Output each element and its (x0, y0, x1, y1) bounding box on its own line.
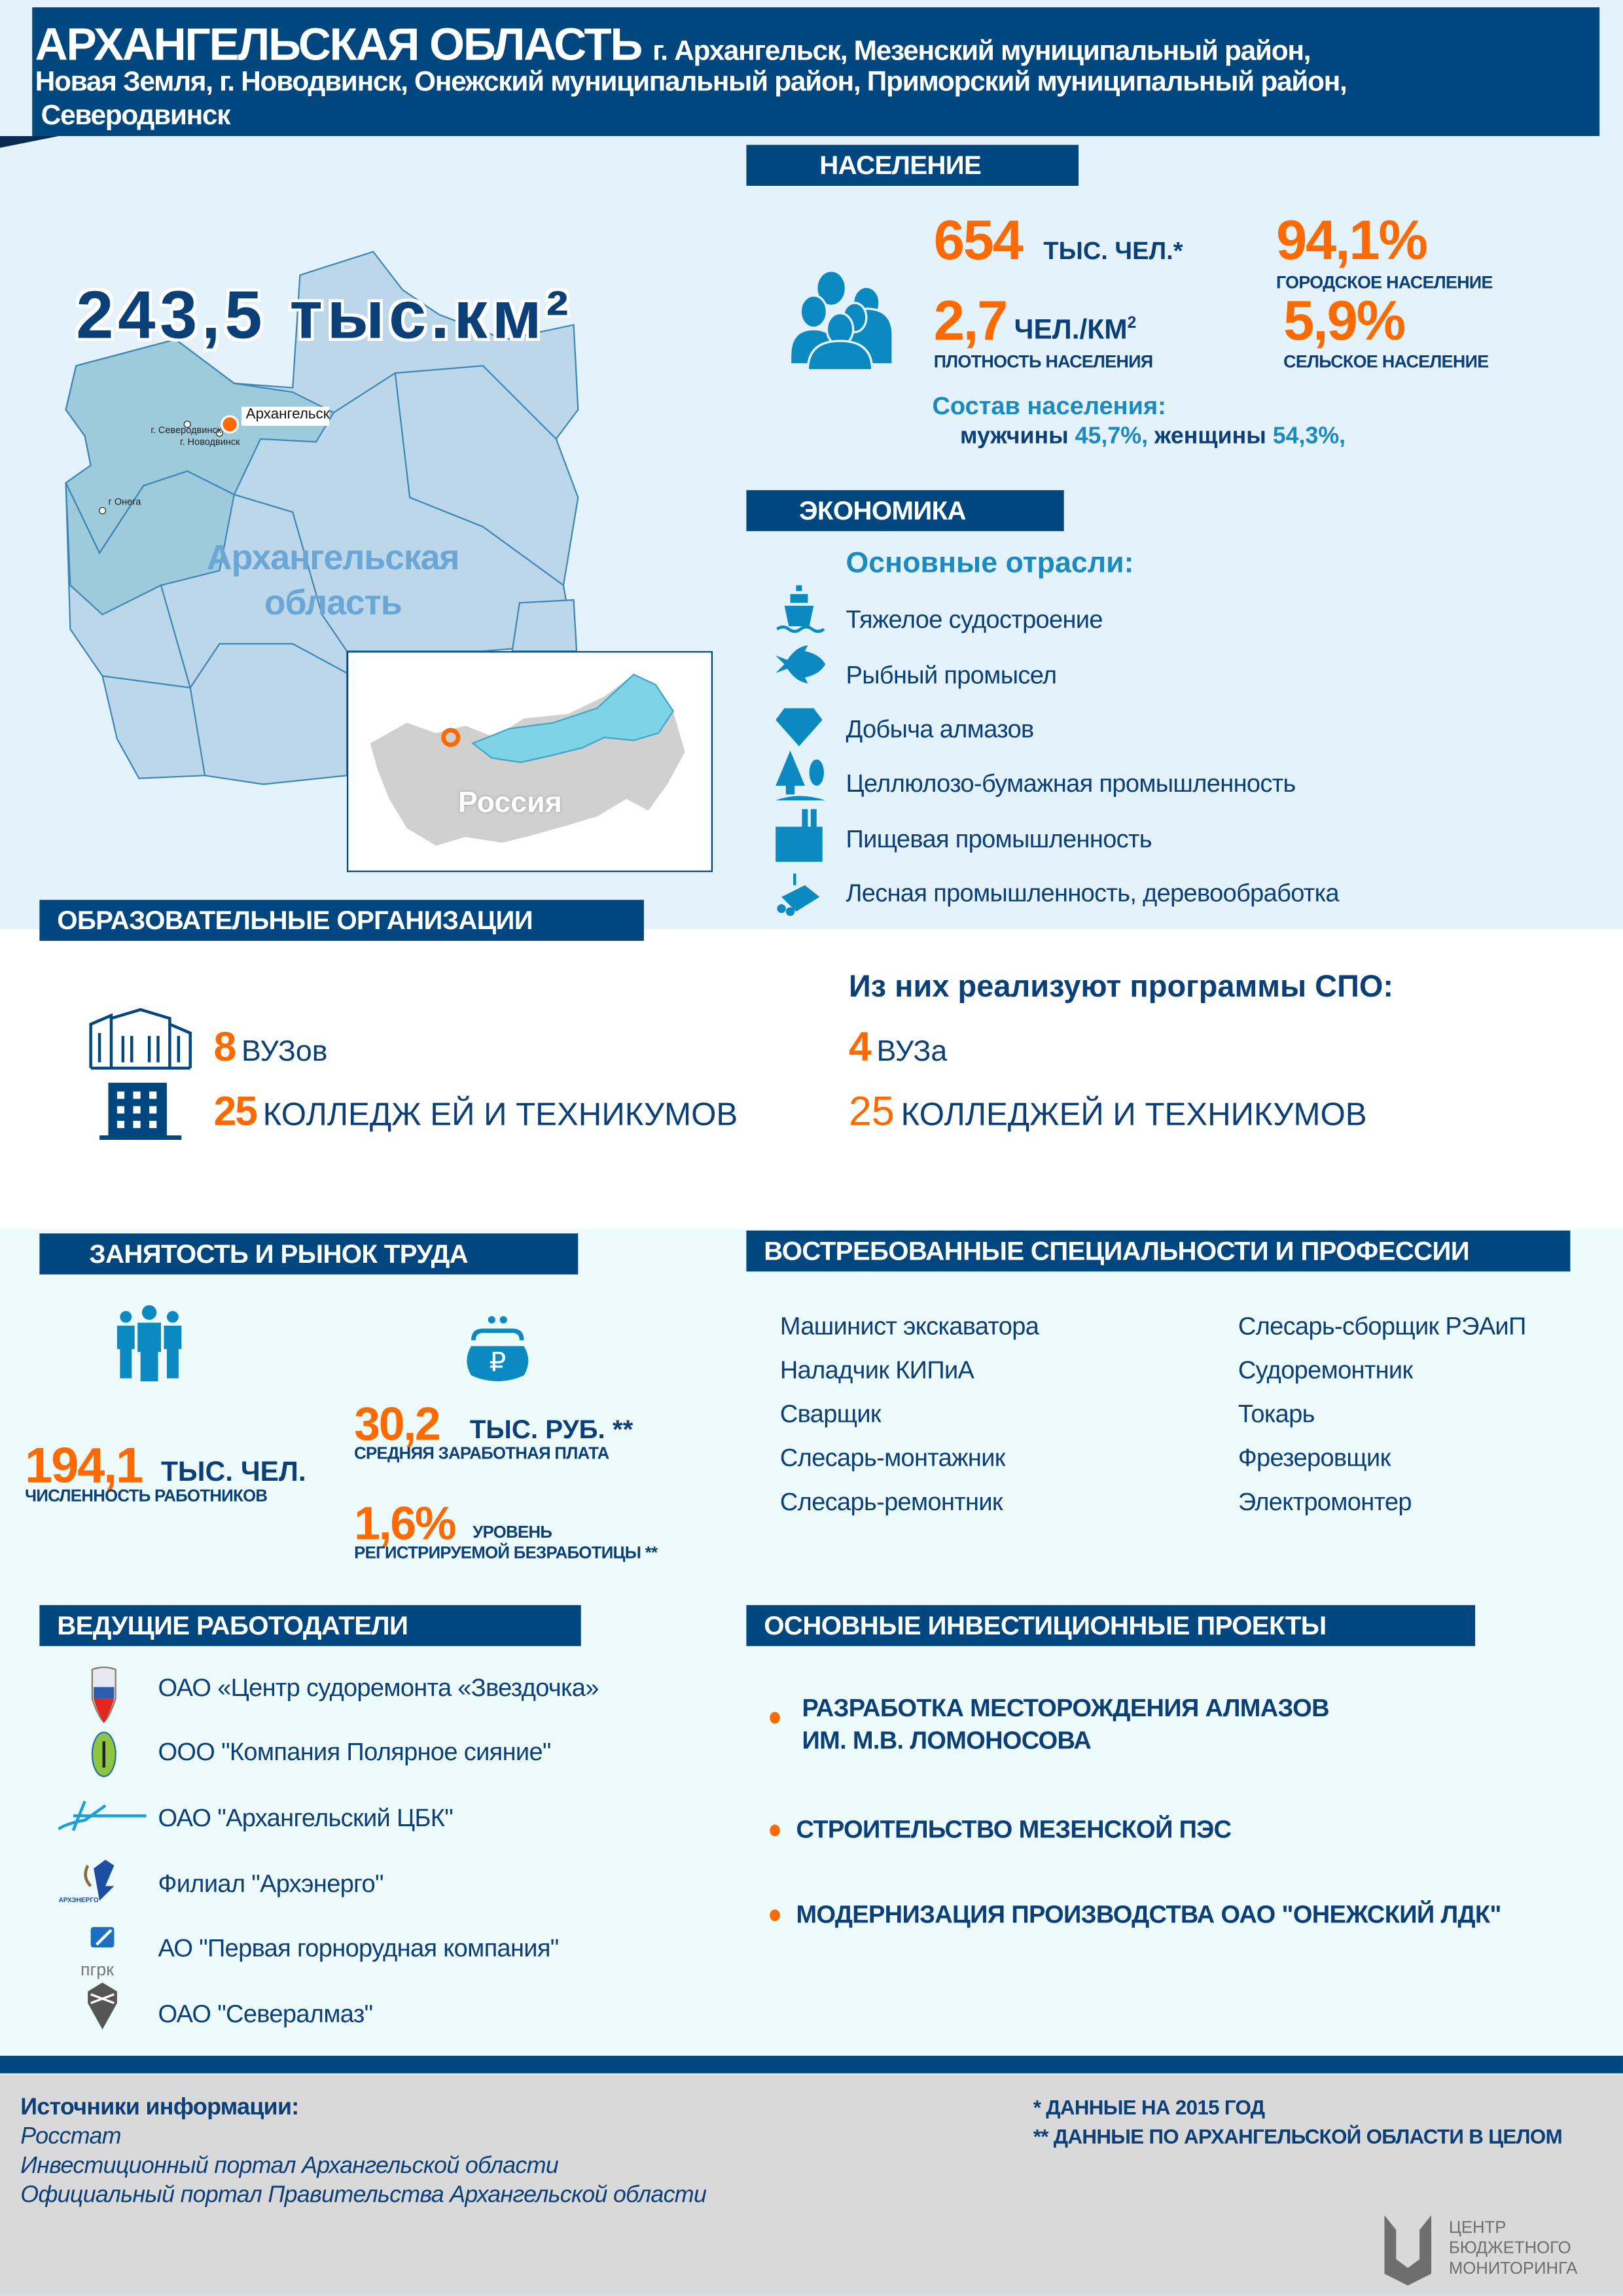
russia-map-shape (348, 652, 711, 870)
subtitle-line-3: Северодвинск (41, 101, 230, 132)
logo-line: ЦЕНТР (1448, 2219, 1507, 2238)
spo-colleges-value: 25 (848, 1088, 895, 1135)
men-value: 45,7%, (1075, 424, 1149, 450)
city-label-novodvinsk: г. Новодвинск (180, 437, 240, 448)
source-item: Официальный портал Правительства Архангельской области (20, 2183, 707, 2208)
rural-population-value: 5,9% (1283, 291, 1404, 353)
composition-title: Состав населения: (932, 392, 1166, 420)
profession-item: Судоремонтник (1238, 1356, 1413, 1385)
area-value: 243,5 тыс.км² (76, 276, 573, 353)
universities-label: ВУЗов (241, 1036, 328, 1069)
arkhenergo-logo-text: АРХЭНЕРГО (58, 1896, 99, 1904)
logo-line: БЮДЖЕТНОГО (1448, 2240, 1571, 2258)
salary-value: 30,2 (354, 1397, 440, 1451)
project-line: ИМ. М.В. ЛОМОНОСОВА (802, 1726, 1092, 1755)
people-group-icon (791, 268, 902, 370)
section-header-education: ОБРАЗОВАТЕЛЬНЫЕ ОРГАНИЗАЦИИ (39, 900, 644, 941)
women-value: 54,3%, (1272, 424, 1346, 450)
composition-values (960, 424, 1346, 450)
colleges-label: КОЛЛЕДЖ ЕЙ И ТЕХНИКУМОВ (262, 1095, 738, 1133)
budget-monitoring-logo-icon (1382, 2212, 1435, 2286)
city-label-severodvinsk: г. Северодвинск (151, 425, 221, 436)
density-label: ПЛОТНОСТЬ НАСЕЛЕНИЯ (933, 351, 1153, 372)
profession-item: Сварщик (779, 1400, 881, 1428)
pgrk-logo-text: пгрк (80, 1959, 115, 1980)
colleges-count (213, 1089, 738, 1136)
trees-icon (776, 751, 825, 800)
project-item (802, 1693, 1329, 1757)
unemployment-value: 1,6% (354, 1496, 455, 1550)
source-item: Росстат (20, 2124, 121, 2149)
subtitle-line-2: Новая Земля, г. Новодвинск, Онежский муниципальный район, Приморский муниципальный район, (35, 67, 1347, 98)
universities-value: 8 (213, 1024, 236, 1070)
section-header-projects: ОСНОВНЫЕ ИНВЕСТИЦИОННЫЕ ПРОЕКТЫ (746, 1605, 1475, 1646)
logs-icon (777, 874, 819, 916)
footer-divider (0, 2056, 1623, 2074)
logo-line: МОНИТОРИНГА (1448, 2260, 1578, 2278)
urban-population-value: 94,1% (1275, 211, 1427, 272)
rural-population-label: СЕЛЬСКОЕ НАСЕЛЕНИЕ (1283, 351, 1489, 372)
subtitle-line-1: г. Архангельск, Мезенский муниципальный район, (652, 36, 1311, 67)
polyarnoe-siyanie-logo-icon (92, 1733, 116, 1776)
region-name: АРХАНГЕЛЬСКАЯ ОБЛАСТЬ (35, 19, 642, 71)
region-label-line1: Архангельская (206, 538, 459, 578)
workers-unit: ТЫС. ЧЕЛ. (160, 1457, 306, 1489)
employer-item: ООО "Компания Полярное сияние" (158, 1738, 551, 1767)
project-item: МОДЕРНИЗАЦИЯ ПРОИЗВОДСТВА ОАО "ОНЕЖСКИЙ ЛДК" (796, 1900, 1501, 1929)
capital-marker-arkhangelsk (222, 416, 238, 433)
universities-count (213, 1024, 327, 1071)
factory-icon (776, 809, 823, 862)
russia-label: Россия (457, 787, 562, 820)
industry-item: Добыча алмазов (846, 715, 1034, 743)
employer-item: АО "Первая горнорудная компания" (158, 1934, 559, 1962)
bullet-icon (770, 1825, 780, 1837)
map-east-island (512, 600, 577, 651)
industry-item: Пищевая промышленность (846, 825, 1152, 853)
section-header-professions: ВОСТРЕБОВАННЫЕ СПЕЦИАЛЬНОСТИ И ПРОФЕССИИ (746, 1231, 1570, 1272)
region-label-line2: область (264, 584, 402, 624)
footnote-2: ** ДАННЫЕ ПО АРХАНГЕЛЬСКОЙ ОБЛАСТИ В ЦЕЛОМ (1033, 2124, 1563, 2148)
education-icons (88, 1007, 193, 1142)
svg-text:₽: ₽ (489, 1347, 507, 1377)
section-header-population: НАСЕЛЕНИЕ (746, 145, 1079, 186)
section-header-employment: ЗАНЯТОСТЬ И РЫНОК ТРУДА (39, 1233, 578, 1275)
industry-item: Лесная промышленность, деревообработка (846, 879, 1339, 908)
russia-inset-map (347, 651, 713, 872)
profession-item: Машинист экскаватора (779, 1312, 1039, 1341)
salary-label: СРЕДНЯЯ ЗАРАБОТНАЯ ПЛАТА (354, 1445, 609, 1464)
spo-colleges-count (849, 1089, 1367, 1136)
university-building-icon (91, 1010, 190, 1068)
profession-item: Фрезеровщик (1238, 1444, 1391, 1472)
bullet-icon (770, 1909, 780, 1921)
unemployment-label-2: РЕГИСТРИРУЕМОЙ БЕЗРАБОТИЦЫ ** (354, 1545, 658, 1563)
project-item: СТРОИТЕЛЬСТВО МЕЗЕНСКОЙ ПЭС (796, 1816, 1232, 1844)
severalmaz-logo-icon (88, 1983, 117, 2030)
arkhangelsk-cbk-logo-icon (58, 1801, 146, 1831)
men-label: мужчины (959, 424, 1069, 450)
pgrk-logo-icon (91, 1927, 115, 1947)
spo-universities-count (849, 1024, 947, 1071)
profession-item: Слесарь-сборщик РЭАиП (1238, 1312, 1526, 1341)
ruble-wallet-icon (463, 1314, 533, 1381)
budget-monitoring-logo-text (1449, 2218, 1578, 2280)
region-map-label (190, 535, 476, 626)
industry-icons (773, 582, 831, 927)
arkhenergo-logo-icon (86, 1860, 115, 1901)
employer-logos (44, 1661, 154, 2041)
footnote-1: * ДАННЫЕ НА 2015 ГОД (1033, 2095, 1265, 2119)
workers-value: 194,1 (25, 1438, 143, 1494)
employer-item: Филиал "Архэнерго" (158, 1869, 383, 1898)
college-building-icon (99, 1083, 181, 1140)
bullet-icon (770, 1712, 780, 1723)
industry-item: Тяжелое судостроение (846, 605, 1103, 634)
employer-item: ОАО "Севералмаз" (158, 2000, 373, 2028)
profession-item: Слесарь-монтажник (779, 1444, 1005, 1472)
population-total-value: 654 (933, 211, 1022, 272)
spo-title: Из них реализуют программы СПО: (848, 970, 1394, 1004)
section-header-economy: ЭКОНОМИКА (746, 490, 1063, 531)
city-dot-onega (99, 508, 106, 514)
diamond-icon (776, 708, 823, 746)
fish-icon (776, 645, 825, 683)
workers-label: ЧИСЛЕННОСТЬ РАБОТНИКОВ (25, 1488, 268, 1506)
industry-item: Целлюлозо-бумажная промышленность (846, 769, 1296, 798)
sources-title: Источники информации: (20, 2095, 299, 2121)
density-unit-text: ЧЕЛ./КМ (1014, 315, 1128, 346)
density-unit-superscript: 2 (1127, 314, 1137, 332)
salary-unit: ТЫС. РУБ. ** (469, 1415, 633, 1445)
zvezdochka-logo-icon (92, 1667, 116, 1722)
population-total-unit: ТЫС. ЧЕЛ.* (1043, 237, 1183, 265)
colleges-value: 25 (213, 1088, 257, 1135)
city-label-onega: г Онега (108, 497, 141, 508)
spo-colleges-label: КОЛЛЕДЖЕЙ И ТЕХНИКУМОВ (901, 1095, 1367, 1133)
employer-item: ОАО "Архангельский ЦБК" (158, 1804, 454, 1832)
industry-item: Рыбный промысел (846, 661, 1057, 690)
urban-population-label: ГОРОДСКОЕ НАСЕЛЕНИЕ (1275, 272, 1493, 293)
profession-item: Слесарь-ремонтник (779, 1488, 1003, 1516)
profession-item: Электромонтер (1238, 1488, 1412, 1516)
spo-universities-label: ВУЗа (876, 1036, 948, 1069)
density-value: 2,7 (933, 291, 1007, 353)
spo-universities-value: 4 (848, 1024, 870, 1070)
density-unit (1014, 315, 1137, 347)
capital-label: Архангельск (245, 406, 330, 423)
unemployment-label-1: УРОВЕНЬ (473, 1525, 552, 1542)
industries-title: Основные отрасли: (846, 547, 1134, 580)
section-header-employers: ВЕДУЩИЕ РАБОТОДАТЕЛИ (39, 1605, 580, 1646)
employer-item: ОАО «Центр судоремонта «Звездочка» (158, 1674, 599, 1702)
profession-item: Наладчик КИПиА (779, 1356, 974, 1385)
ship-icon (777, 585, 824, 631)
project-line: РАЗРАБОТКА МЕСТОРОЖДЕНИЯ АЛМАЗОВ (802, 1694, 1329, 1723)
workers-icon (114, 1305, 184, 1381)
source-item: Инвестиционный портал Архангельской области (20, 2153, 559, 2179)
women-label: женщины (1154, 424, 1266, 450)
profession-item: Токарь (1238, 1400, 1315, 1428)
